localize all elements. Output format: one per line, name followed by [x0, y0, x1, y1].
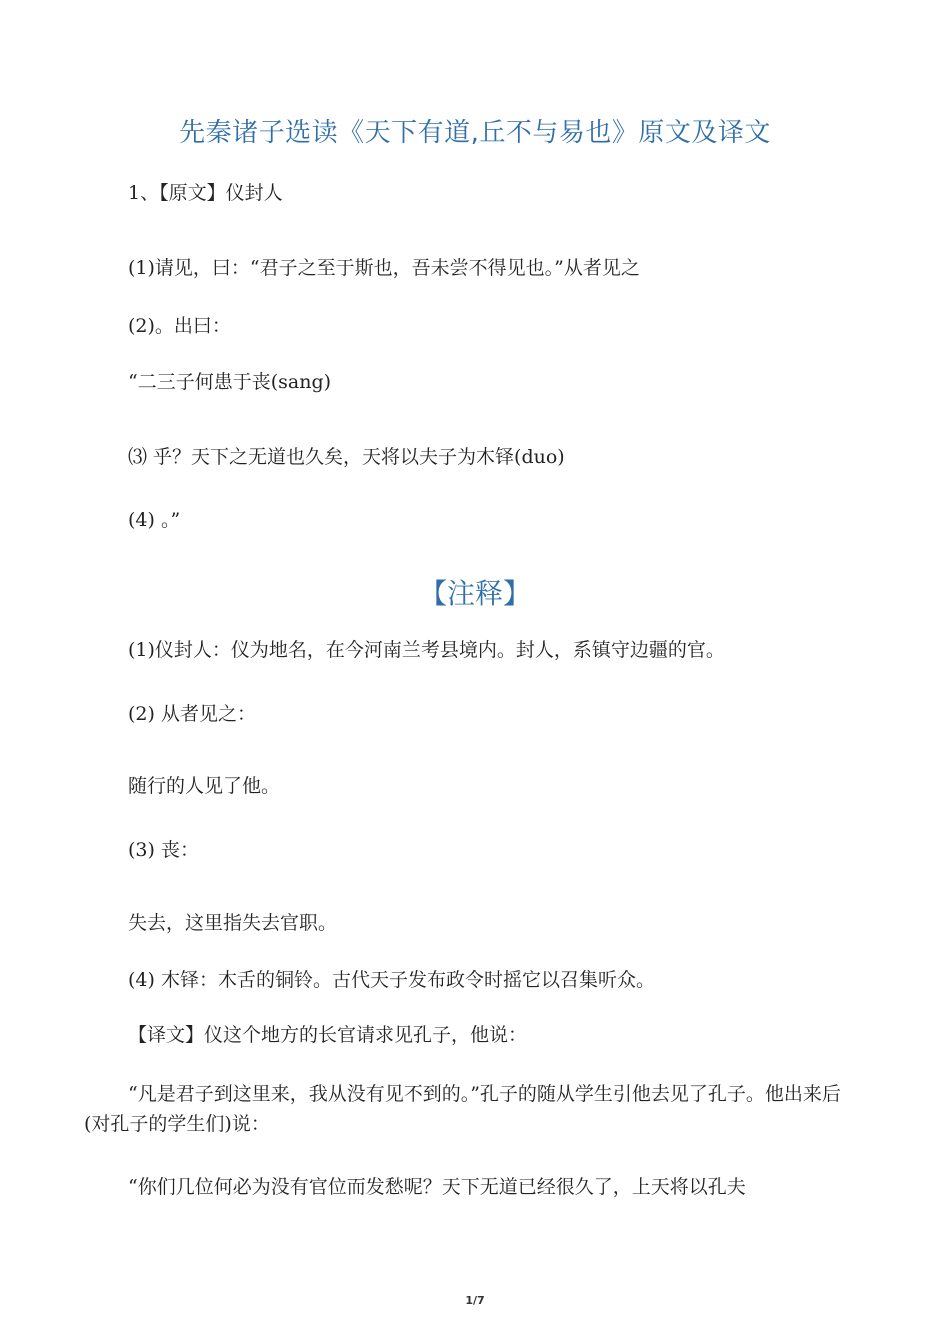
- original-text-3: “二三子何患于丧(sang): [128, 371, 332, 393]
- note-2-definition: 随行的人见了他。: [128, 775, 281, 797]
- original-text-5: (4) 。”: [128, 509, 181, 531]
- translation-label: 【译文】仪这个地方的长官请求见孔子，他说：: [128, 1024, 528, 1046]
- translation-text-2: “你们几位何必为没有官位而发愁呢？天下无道已经很久了，上天将以孔夫: [128, 1176, 746, 1198]
- original-text-4: ⑶ 乎？天下之无道也久矣，天将以夫子为木铎(duo): [128, 446, 565, 468]
- original-text-1: (1)请见，曰：“君子之至于斯也，吾未尝不得见也。”从者见之: [128, 257, 640, 279]
- page-number: 1/7: [465, 1294, 485, 1307]
- note-4: (4) 木铎：木舌的铜铃。古代天子发布政令时摇它以召集听众。: [128, 969, 655, 991]
- notes-heading: 【注释】: [418, 577, 531, 610]
- note-2-term: (2) 从者见之：: [128, 703, 256, 725]
- note-3-definition: 失去，这里指失去官职。: [128, 912, 338, 934]
- original-text-2: (2)。出曰：: [128, 315, 231, 337]
- section-original-label: 1、【原文】仪封人: [128, 182, 283, 204]
- document-title: 先秦诸子选读《天下有道,丘不与易也》原文及译文: [179, 118, 771, 148]
- translation-text-1: “凡是君子到这里来，我从没有见不到的。”孔子的随从学生引他去见了孔子。他出来后(对孔子的学生们)说：: [84, 1083, 841, 1135]
- note-3-term: (3) 丧：: [128, 839, 199, 861]
- note-1: (1)仪封人：仪为地名，在今河南兰考县境内。封人，系镇守边疆的官。: [128, 639, 725, 661]
